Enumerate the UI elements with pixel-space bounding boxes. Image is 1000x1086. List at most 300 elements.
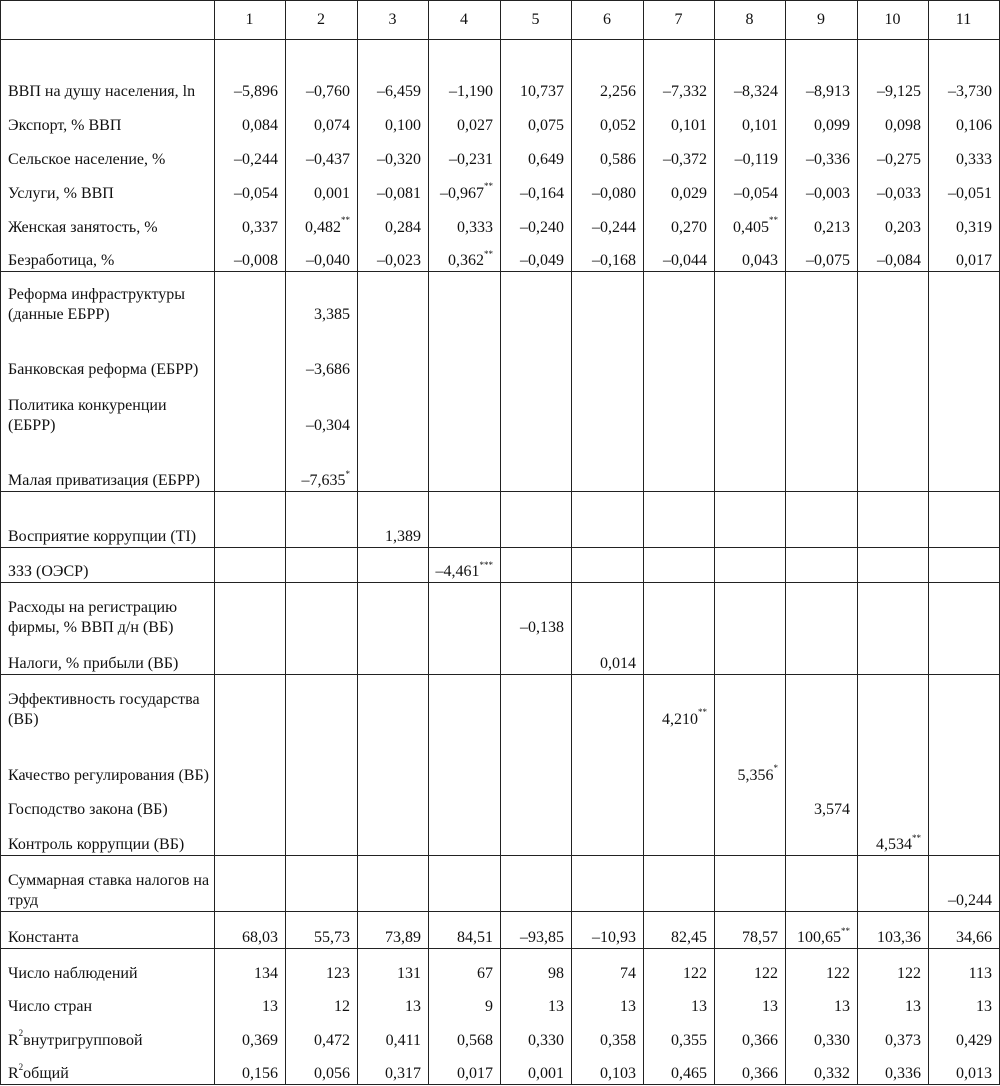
coef-cell xyxy=(858,170,929,204)
coef-cell xyxy=(786,912,858,949)
coef-cell xyxy=(358,238,429,272)
coef-value: 3,574 xyxy=(814,800,850,818)
coef-value: –0,033 xyxy=(877,184,921,202)
coef-value: 0,101 xyxy=(742,116,778,134)
coef-value: 13 xyxy=(905,997,921,1015)
table-row xyxy=(1,984,1000,1017)
coef-cell xyxy=(929,638,1000,675)
coef-cell xyxy=(429,856,501,912)
coef-cell xyxy=(358,380,429,436)
coef-value: 0,075 xyxy=(528,116,564,134)
coef-cell xyxy=(286,436,358,492)
coef-value: 0,333 xyxy=(457,218,493,236)
coef-cell xyxy=(501,820,572,856)
coef-value: –0,275 xyxy=(877,150,921,168)
coef-cell xyxy=(858,548,929,583)
coef-cell xyxy=(501,204,572,238)
coef-value: –10,93 xyxy=(592,929,636,946)
coef-cell xyxy=(358,583,429,638)
coef-cell xyxy=(644,380,715,436)
table-row xyxy=(1,949,1000,984)
coef-cell xyxy=(572,820,644,856)
coef-cell xyxy=(501,492,572,548)
coef-value: 9 xyxy=(485,997,493,1015)
coef-cell xyxy=(215,820,286,856)
coef-cell xyxy=(786,1017,858,1051)
coef-cell xyxy=(572,40,644,102)
significance-stars: *** xyxy=(479,559,493,570)
coef-cell xyxy=(858,1051,929,1085)
header-corner xyxy=(1,1,215,40)
coef-value: 0,213 xyxy=(814,218,850,236)
coef-value: –0,372 xyxy=(663,150,707,168)
coef-cell xyxy=(286,583,358,638)
coef-value: 0,017 xyxy=(956,252,992,269)
coef-cell xyxy=(358,102,429,136)
coef-cell xyxy=(572,548,644,583)
coef-value: 0,465 xyxy=(671,1065,707,1082)
row-label: Расходы на регистрацию фирмы, % ВВП д/н (ВБ) xyxy=(1,583,215,638)
coef-value: –0,080 xyxy=(592,184,636,202)
coef-cell xyxy=(286,272,358,325)
coef-cell xyxy=(215,238,286,272)
coef-cell xyxy=(429,136,501,170)
column-number: 7 xyxy=(644,1,715,40)
significance-stars: * xyxy=(345,468,350,479)
row-label: Константа xyxy=(1,912,215,949)
coef-cell xyxy=(358,325,429,380)
table-row xyxy=(1,730,1000,786)
coef-value: –7,635 xyxy=(301,472,346,489)
coef-value: 0,355 xyxy=(671,1031,707,1049)
coef-cell xyxy=(429,786,501,820)
coef-value: 34,66 xyxy=(956,929,992,946)
coef-value: 0,429 xyxy=(956,1031,992,1049)
coef-cell xyxy=(286,1051,358,1085)
coef-cell xyxy=(786,786,858,820)
column-number: 10 xyxy=(858,1,929,40)
coef-cell xyxy=(929,1051,1000,1085)
coef-cell xyxy=(572,786,644,820)
coef-value: –0,244 xyxy=(592,218,636,236)
table-row xyxy=(1,40,1000,102)
coef-cell xyxy=(786,170,858,204)
table-row xyxy=(1,204,1000,238)
coef-cell xyxy=(715,492,786,548)
coef-cell xyxy=(286,170,358,204)
coef-cell xyxy=(786,204,858,238)
coef-cell xyxy=(215,1051,286,1085)
coef-cell xyxy=(572,949,644,984)
coef-cell xyxy=(644,984,715,1017)
coef-cell xyxy=(858,949,929,984)
row-label: Господство закона (ВБ) xyxy=(1,786,215,820)
coef-cell xyxy=(501,1051,572,1085)
table-row xyxy=(1,638,1000,675)
significance-stars: * xyxy=(773,763,778,774)
coef-cell xyxy=(215,40,286,102)
row-label: Банковская реформа (ЕБРР) xyxy=(1,325,215,380)
coef-value: –8,324 xyxy=(734,82,778,100)
coef-cell xyxy=(429,204,501,238)
coef-value: 0,337 xyxy=(242,218,278,236)
column-number: 3 xyxy=(358,1,429,40)
coef-value: –0,244 xyxy=(234,150,278,168)
row-label: Сельское население, % xyxy=(1,136,215,170)
coef-cell xyxy=(644,786,715,820)
table-row xyxy=(1,238,1000,272)
coef-cell xyxy=(286,492,358,548)
coef-value: 122 xyxy=(897,964,921,982)
coef-cell xyxy=(929,984,1000,1017)
coef-cell xyxy=(786,380,858,436)
coef-value: 0,027 xyxy=(457,116,493,134)
coef-cell xyxy=(215,492,286,548)
coef-cell xyxy=(858,102,929,136)
coef-cell xyxy=(786,492,858,548)
coef-value: –0,168 xyxy=(592,252,636,269)
coef-cell xyxy=(929,40,1000,102)
coef-cell xyxy=(215,272,286,325)
coef-cell xyxy=(644,40,715,102)
coef-value: –0,044 xyxy=(663,252,707,269)
label-superscript: 2 xyxy=(18,1061,24,1072)
coef-value: 0,014 xyxy=(600,655,636,672)
coef-value: 113 xyxy=(968,964,992,982)
coef-value: 0,317 xyxy=(385,1065,421,1082)
row-label xyxy=(1,1017,215,1051)
coef-cell xyxy=(286,949,358,984)
table-row xyxy=(1,136,1000,170)
coef-cell xyxy=(715,856,786,912)
coef-cell xyxy=(929,272,1000,325)
coef-cell xyxy=(429,1017,501,1051)
coef-value: –0,240 xyxy=(520,218,564,236)
significance-stars: ** xyxy=(841,925,850,936)
significance-stars: ** xyxy=(484,181,493,192)
coef-value: 0,482 xyxy=(305,218,341,236)
coef-cell xyxy=(644,820,715,856)
table-row xyxy=(1,325,1000,380)
coef-cell xyxy=(215,786,286,820)
coef-value: 0,358 xyxy=(600,1031,636,1049)
coef-cell xyxy=(858,136,929,170)
row-label: Услуги, % ВВП xyxy=(1,170,215,204)
coef-cell xyxy=(715,170,786,204)
coef-cell xyxy=(358,638,429,675)
row-label: Малая приватизация (ЕБРР) xyxy=(1,436,215,492)
table-row xyxy=(1,786,1000,820)
row-label: Налоги, % прибыли (ВБ) xyxy=(1,638,215,675)
coef-value: –0,967 xyxy=(440,184,484,202)
significance-stars: ** xyxy=(698,707,707,718)
coef-cell xyxy=(286,912,358,949)
coef-value: –0,075 xyxy=(806,252,850,269)
coef-cell xyxy=(644,949,715,984)
coef-cell xyxy=(572,238,644,272)
row-label: Число наблюдений xyxy=(1,949,215,984)
coef-cell xyxy=(858,820,929,856)
coef-cell xyxy=(929,136,1000,170)
coef-cell xyxy=(572,1051,644,1085)
coef-cell xyxy=(358,675,429,730)
coef-value: –0,051 xyxy=(948,184,992,202)
coef-value: 134 xyxy=(254,964,278,982)
coef-cell xyxy=(358,272,429,325)
coef-value: 0,001 xyxy=(314,184,350,202)
table-row xyxy=(1,436,1000,492)
coef-cell xyxy=(286,40,358,102)
coef-value: 0,649 xyxy=(528,150,564,168)
coef-value: 0,319 xyxy=(956,218,992,236)
coef-cell xyxy=(572,204,644,238)
coef-cell xyxy=(358,436,429,492)
coef-cell xyxy=(572,675,644,730)
coef-cell xyxy=(786,272,858,325)
coef-value: 0,332 xyxy=(814,1065,850,1082)
coef-cell xyxy=(929,436,1000,492)
coef-cell xyxy=(786,40,858,102)
coef-cell xyxy=(786,548,858,583)
coef-value: 73,89 xyxy=(385,929,421,946)
coef-value: –0,054 xyxy=(234,184,278,202)
coef-cell xyxy=(858,380,929,436)
coef-cell xyxy=(429,984,501,1017)
label-part: R xyxy=(8,1031,19,1049)
coef-value: 4,534 xyxy=(876,836,912,853)
coef-value: –0,164 xyxy=(520,184,564,202)
row-label: Эффективность государства (ВБ) xyxy=(1,675,215,730)
coef-value: 0,568 xyxy=(457,1031,493,1049)
coef-cell xyxy=(572,912,644,949)
table-row xyxy=(1,272,1000,325)
coef-cell xyxy=(358,40,429,102)
coef-value: 2,256 xyxy=(600,82,636,100)
coef-value: 0,203 xyxy=(885,218,921,236)
coef-cell xyxy=(644,492,715,548)
coef-value: –0,119 xyxy=(734,150,778,168)
coef-value: –3,686 xyxy=(306,360,350,378)
coef-cell xyxy=(786,102,858,136)
coef-cell xyxy=(286,730,358,786)
coef-value: –0,054 xyxy=(734,184,778,202)
coef-cell xyxy=(572,1017,644,1051)
coef-cell xyxy=(572,436,644,492)
coef-cell xyxy=(429,949,501,984)
coef-cell xyxy=(215,856,286,912)
coef-cell xyxy=(786,820,858,856)
coef-value: 103,36 xyxy=(877,929,921,946)
coef-cell xyxy=(644,136,715,170)
column-number: 5 xyxy=(501,1,572,40)
coef-value: –8,913 xyxy=(806,82,850,100)
row-label: Реформа инфраструктуры (данные ЕБРР) xyxy=(1,272,215,325)
coef-cell xyxy=(215,912,286,949)
coef-cell xyxy=(501,272,572,325)
coef-cell xyxy=(715,675,786,730)
coef-cell xyxy=(501,583,572,638)
coef-cell xyxy=(215,675,286,730)
coef-cell xyxy=(715,204,786,238)
coef-cell xyxy=(858,238,929,272)
coef-cell xyxy=(644,238,715,272)
coef-cell xyxy=(429,675,501,730)
coef-cell xyxy=(644,204,715,238)
coef-cell xyxy=(572,984,644,1017)
coef-value: –4,461 xyxy=(435,563,480,580)
coef-cell xyxy=(715,1051,786,1085)
column-number: 8 xyxy=(715,1,786,40)
coef-cell xyxy=(715,638,786,675)
coef-cell xyxy=(644,675,715,730)
coef-value: 13 xyxy=(691,997,707,1015)
coef-value: –0,040 xyxy=(306,252,350,269)
coef-cell xyxy=(501,136,572,170)
coef-value: 0,100 xyxy=(385,116,421,134)
coef-cell xyxy=(929,325,1000,380)
coef-cell xyxy=(644,583,715,638)
label-part: общий xyxy=(23,1065,69,1082)
coef-cell xyxy=(715,238,786,272)
coef-value: 0,001 xyxy=(528,1065,564,1082)
coef-cell xyxy=(215,436,286,492)
significance-stars: ** xyxy=(912,832,921,843)
coef-cell xyxy=(929,820,1000,856)
coef-cell xyxy=(358,730,429,786)
coef-cell xyxy=(501,170,572,204)
coef-value: 0,029 xyxy=(671,184,707,202)
coef-value: 13 xyxy=(762,997,778,1015)
coef-value: 0,017 xyxy=(457,1065,493,1082)
column-number: 6 xyxy=(572,1,644,40)
coef-cell xyxy=(715,325,786,380)
coef-cell xyxy=(286,984,358,1017)
coef-value: 0,586 xyxy=(600,150,636,168)
coef-cell xyxy=(286,675,358,730)
label-superscript: 2 xyxy=(18,1028,24,1039)
column-number: 2 xyxy=(286,1,358,40)
coef-value: 0,084 xyxy=(242,116,278,134)
column-number: 1 xyxy=(215,1,286,40)
coef-cell xyxy=(786,238,858,272)
coef-value: –0,231 xyxy=(449,150,493,168)
coef-cell xyxy=(286,856,358,912)
coef-value: 13 xyxy=(405,997,421,1015)
coef-cell xyxy=(929,102,1000,136)
coef-value: 0,411 xyxy=(385,1031,421,1049)
coef-value: –0,244 xyxy=(948,892,992,909)
row-label: Контроль коррупции (ВБ) xyxy=(1,820,215,856)
significance-stars: ** xyxy=(341,215,350,226)
table-row xyxy=(1,675,1000,730)
coef-cell xyxy=(858,40,929,102)
coef-value: 4,210 xyxy=(662,710,698,728)
coef-cell xyxy=(858,786,929,820)
coef-value: 0,098 xyxy=(885,116,921,134)
coef-cell xyxy=(929,170,1000,204)
coef-cell xyxy=(215,1017,286,1051)
coef-cell xyxy=(644,170,715,204)
coef-cell xyxy=(429,638,501,675)
coef-cell xyxy=(501,325,572,380)
coef-cell xyxy=(644,1051,715,1085)
coef-value: –0,760 xyxy=(306,82,350,100)
table-body xyxy=(1,1,1000,1085)
coef-cell xyxy=(786,984,858,1017)
coef-cell xyxy=(501,238,572,272)
coef-value: –9,125 xyxy=(877,82,921,100)
coef-value: 13 xyxy=(262,997,278,1015)
coef-value: 100,65 xyxy=(797,929,841,946)
coef-cell xyxy=(501,856,572,912)
coef-cell xyxy=(286,102,358,136)
coef-cell xyxy=(215,548,286,583)
coef-value: 0,052 xyxy=(600,116,636,134)
coef-cell xyxy=(858,984,929,1017)
coef-value: 0,366 xyxy=(742,1031,778,1049)
coef-cell xyxy=(858,436,929,492)
row-label: ЗЗЗ (ОЭСР) xyxy=(1,548,215,583)
coef-cell xyxy=(858,730,929,786)
coef-cell xyxy=(929,730,1000,786)
coef-cell xyxy=(215,984,286,1017)
coef-cell xyxy=(715,272,786,325)
coef-cell xyxy=(858,1017,929,1051)
coef-value: 122 xyxy=(826,964,850,982)
coef-value: 3,385 xyxy=(314,305,350,323)
coef-cell xyxy=(358,204,429,238)
coef-cell xyxy=(358,949,429,984)
table-row xyxy=(1,492,1000,548)
coef-cell xyxy=(715,912,786,949)
coef-cell xyxy=(644,325,715,380)
coef-cell xyxy=(858,204,929,238)
row-label: Женская занятость, % xyxy=(1,204,215,238)
coef-cell xyxy=(358,912,429,949)
coef-cell xyxy=(429,730,501,786)
coef-cell xyxy=(215,638,286,675)
coef-cell xyxy=(286,786,358,820)
coef-value: –0,008 xyxy=(234,252,278,269)
coef-cell xyxy=(858,583,929,638)
coef-cell xyxy=(358,492,429,548)
coef-cell xyxy=(929,238,1000,272)
significance-stars: ** xyxy=(484,248,493,259)
coef-value: 0,362 xyxy=(448,252,484,269)
coef-cell xyxy=(429,436,501,492)
coef-cell xyxy=(572,170,644,204)
table-row xyxy=(1,1051,1000,1085)
coef-cell xyxy=(858,492,929,548)
coef-cell xyxy=(501,1017,572,1051)
coef-value: –1,190 xyxy=(449,82,493,100)
coef-cell xyxy=(715,583,786,638)
coef-value: 0,333 xyxy=(956,150,992,168)
coef-cell xyxy=(572,638,644,675)
coef-cell xyxy=(429,170,501,204)
coef-value: –5,896 xyxy=(234,82,278,100)
column-number: 11 xyxy=(929,1,1000,40)
coef-value: 131 xyxy=(397,964,421,982)
coef-value: 98 xyxy=(548,964,564,982)
coef-cell xyxy=(429,325,501,380)
coef-cell xyxy=(572,583,644,638)
coef-cell xyxy=(786,1051,858,1085)
coef-cell xyxy=(644,102,715,136)
coef-value: –93,85 xyxy=(520,929,564,946)
coef-value: 55,73 xyxy=(314,929,350,946)
coef-value: 13 xyxy=(548,997,564,1015)
